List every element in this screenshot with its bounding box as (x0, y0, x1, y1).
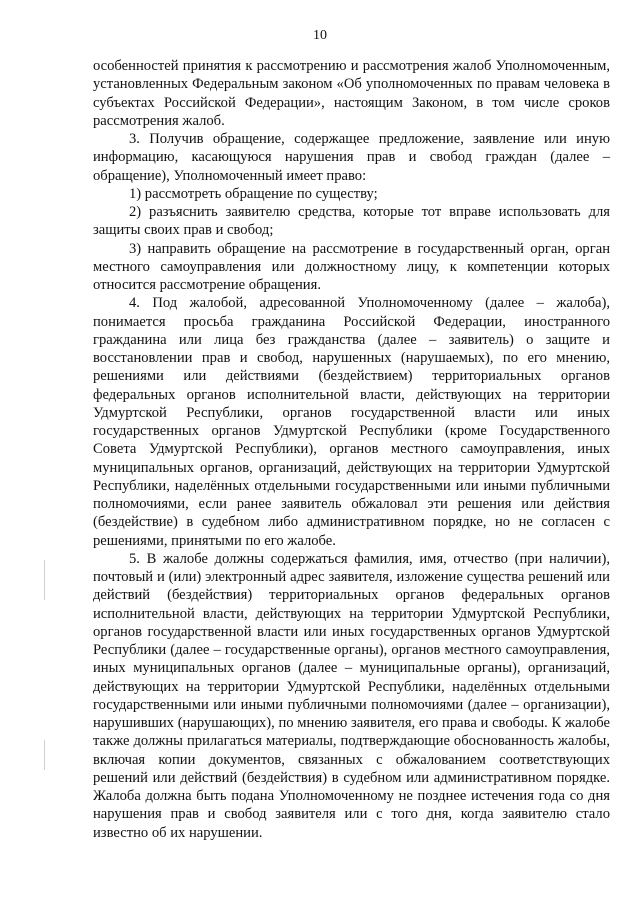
scan-margin-mark (44, 560, 45, 600)
paragraph-continuation: особенностей принятия к рассмотрению и рассмотрения жалоб Уполномоченным, установленных Федеральным законом «Об уполномоченных по правам человека в субъектах Российской Федерации», настоящим Законом, в том числе сроков рассмотрения жалоб. (93, 58, 610, 129)
document-body (93, 57, 610, 842)
paragraph-item-5: 5. В жалобе должны содержаться фамилия, имя, отчество (при наличии), почтовый и (или) электронный адрес заявителя, изложение существа решений или действий (бездействия) территориальных органов федеральных органов исполнительной власти, действующих на территории Удмуртской Республики, органов государственной власти или иных государственных органов Удмуртской Республики (далее – государственные органы), органов местного самоуправления, иных муниципальных органов (далее – муниципальные органы), организаций, действующих на территории Удмуртской Республики, наделённых отдельными государственными или иными публичными полномочиями (далее – организации), нарушивших (нарушающих), по мнению заявителя, его права и свободы. К жалобе также должны прилагаться материалы, подтверждающие обоснованность жалобы, включая копии документов, связанных с обжалованием соответствующих решений или действий (бездействия) в судебном или административном порядке. Жалоба должна быть подана Уполномоченному не позднее истечения года со дня нарушения прав и свобод заявителя или с того дня, когда заявителю стало известно об их нарушении. (93, 550, 610, 841)
paragraph-item-4: 4. Под жалобой, адресованной Уполномоченному (далее – жалоба), понимается просьба гражданина Российской Федерации, иностранного гражданина или лица без гражданства (далее – заявитель) о защите и восстановлении прав и свобод, нарушенных (нарушаемых), по его мнению, решениями или действиями (бездействием) территориальных органов федеральных органов исполнительной власти, действующих на территории Удмуртской Республики, органов государственной власти или иных государственных органов Удмуртской Республики (кроме Государственного Совета Удмуртской Республики), органов местного самоуправления, иных муниципальных органов, организаций, действующих на территории Удмуртской Республики, наделённых отдельными государственными или иными публичными полномочиями, если ранее заявитель обжаловал эти решения или действия (бездействие) в судебном либо административном порядке, но не согласен с решениями, принятыми по его жалобе. (93, 295, 610, 549)
subitem-3: 3) направить обращение на рассмотрение в государственный орган, орган местного самоуправления или должностному лицу, к компетенции которых относится рассмотрение обращения. (93, 240, 610, 293)
paragraph-item-3: 3. Получив обращение, содержащее предложение, заявление или иную информацию, касающуюся нарушения прав и свобод граждан (далее – обращение), Уполномоченный имеет право: (93, 131, 610, 184)
scan-margin-mark (44, 740, 45, 770)
subitem-2: 2) разъяснить заявителю средства, которые тот вправе использовать для защиты своих прав и свобод; (93, 204, 610, 239)
subitem-1: 1) рассмотреть обращение по существу; (129, 185, 378, 202)
page-number: 10 (313, 28, 327, 43)
